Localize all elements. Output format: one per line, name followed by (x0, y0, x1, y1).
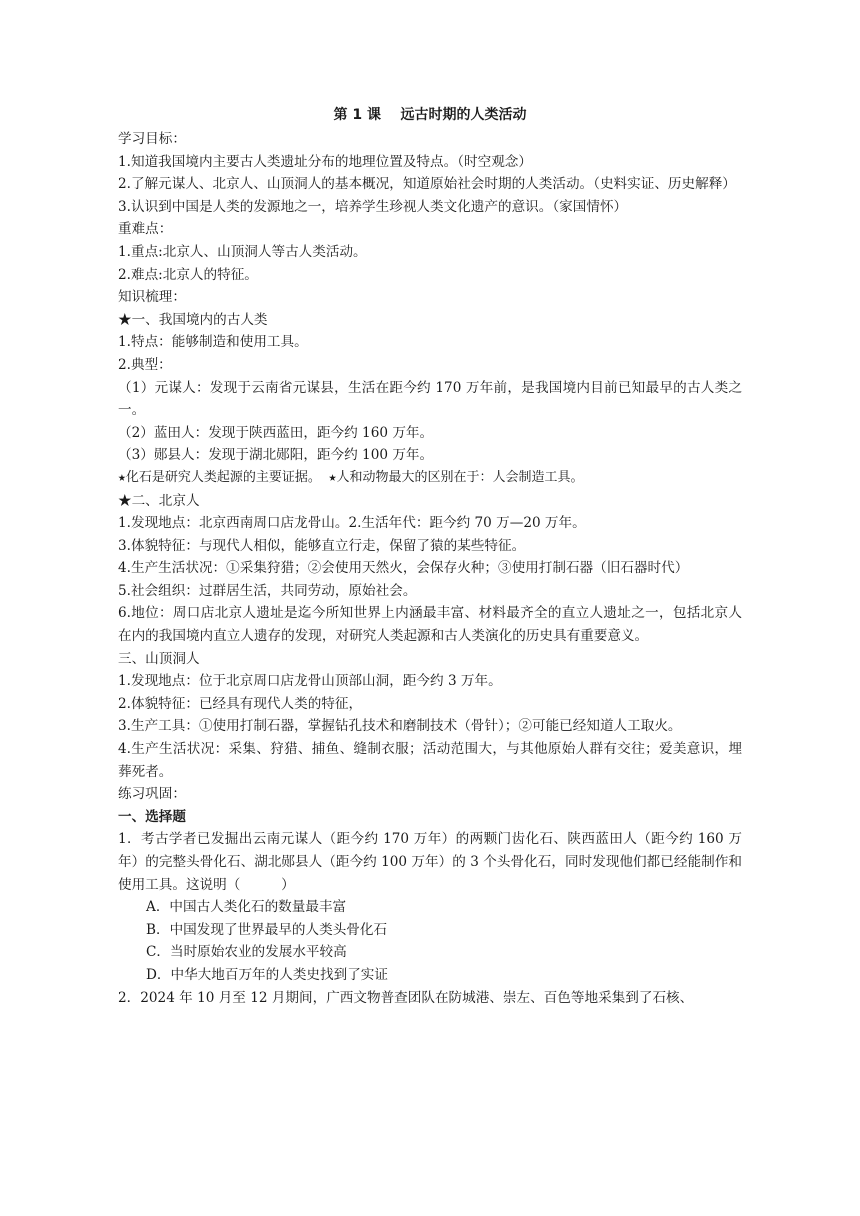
goal-item: 3.认识到中国是人类的发源地之一，培养学生珍视人类文化遗产的意识。（家国情怀） (118, 198, 628, 215)
question-option: A．中国古人类化石的数量最丰富 (146, 899, 347, 916)
knowledge-heading: 知识梳理： (118, 289, 186, 306)
document-page (118, 104, 742, 1009)
key-point: 1.重点:北京人、山顶洞人等古人类活动。 (118, 243, 367, 260)
section-line: 1.发现地点：北京西南周口店龙骨山。2.生活年代：距今约 70 万—20 万年。 (118, 515, 586, 532)
section-line: （3）郧县人：发现于湖北郧阳，距今约 100 万年。 (118, 447, 434, 464)
goal-item: 1.知道我国境内主要古人类遗址分布的地理位置及特点。（时空观念） (118, 153, 532, 170)
goal-item: 2.了解元谋人、北京人、山顶洞人的基本概况，知道原始社会时期的人类活动。（史料实证、历史解释） (118, 176, 736, 193)
question-option: C．当时原始农业的发展水平较高 (146, 944, 347, 961)
section-heading: ★二、北京人 (118, 492, 200, 509)
section-line: 4.生产生活状况：采集、狩猎、捕鱼、缝制衣服；活动范围大，与其他原始人群有交往；爱美意识，埋葬死者。 (118, 741, 742, 780)
section-line: 1.发现地点：位于北京周口店龙骨山顶部山洞，距今约 3 万年。 (118, 673, 502, 690)
page-title: 第 1 课 远古时期的人类活动 (333, 107, 527, 123)
choice-heading: 一、选择题 (118, 808, 186, 825)
section-line: 6.地位：周口店北京人遗址是迄今所知世界上内涵最丰富、材料最齐全的直立人遗址之一，包括北京人在内的我国境内直立人遗存的发现，对研究人类起源和古人类演化的历史具有重要意义。 (118, 605, 742, 645)
goals-heading: 学习目标： (118, 131, 186, 147)
question-stem: 2．2024 年 10 月至 12 月期间，广西文物普查团队在防城港、崇左、百色等地采集到了石核、 (118, 989, 694, 1006)
section-note: ★化石是研究人类起源的主要证据。 ★人和动物最大的区别在于：人会制造工具。 (118, 469, 584, 485)
section-line: 3.体貌特征：与现代人相似，能够直立行走，保留了猿的某些特征。 (118, 537, 526, 554)
section-heading: 三、山顶洞人 (118, 650, 200, 667)
section-heading: ★一、我国境内的古人类 (118, 311, 268, 328)
section-line: 2.典型： (118, 356, 172, 373)
key-heading: 重难点： (118, 221, 173, 238)
section-line: （2）蓝田人：发现于陕西蓝田，距今约 160 万年。 (118, 424, 434, 441)
section-line: 2.体貌特征：已经具有现代人类的特征， (118, 695, 363, 712)
practice-heading: 练习巩固： (118, 786, 186, 803)
section-line: 1.特点：能够制造和使用工具。 (118, 334, 308, 351)
key-point: 2.难点:北京人的特征。 (118, 266, 258, 283)
section-line: （1）元谋人：发现于云南省元谋县，生活在距今约 170 万年前，是我国境内目前已知最早的古人类之一。 (118, 379, 742, 419)
question-option: B．中国发现了世界最早的人类头骨化石 (146, 921, 388, 938)
section-line: 3.生产工具：①使用打制石器，掌握钻孔技术和磨制技术（骨针）；②可能已经知道人工取火。 (118, 718, 682, 735)
question-option: D．中华大地百万年的人类史找到了实证 (146, 966, 388, 983)
question-stem: 1．考古学者已发掘出云南元谋人（距今约 170 万年）的两颗门齿化石、陕西蓝田人（距今约 160 万年）的完整头骨化石、湖北郧县人（距今约 100 万年）的 3 个头骨化石，同时发现他们都已经能制作和使用工具。这说明（ ） (118, 831, 742, 893)
section-line: 4.生产生活状况：①采集狩猎；②会使用天然火，会保存火种；③使用打制石器（旧石器时代） (118, 560, 689, 577)
section-line: 5.社会组织：过群居生活，共同劳动，原始社会。 (118, 582, 417, 599)
